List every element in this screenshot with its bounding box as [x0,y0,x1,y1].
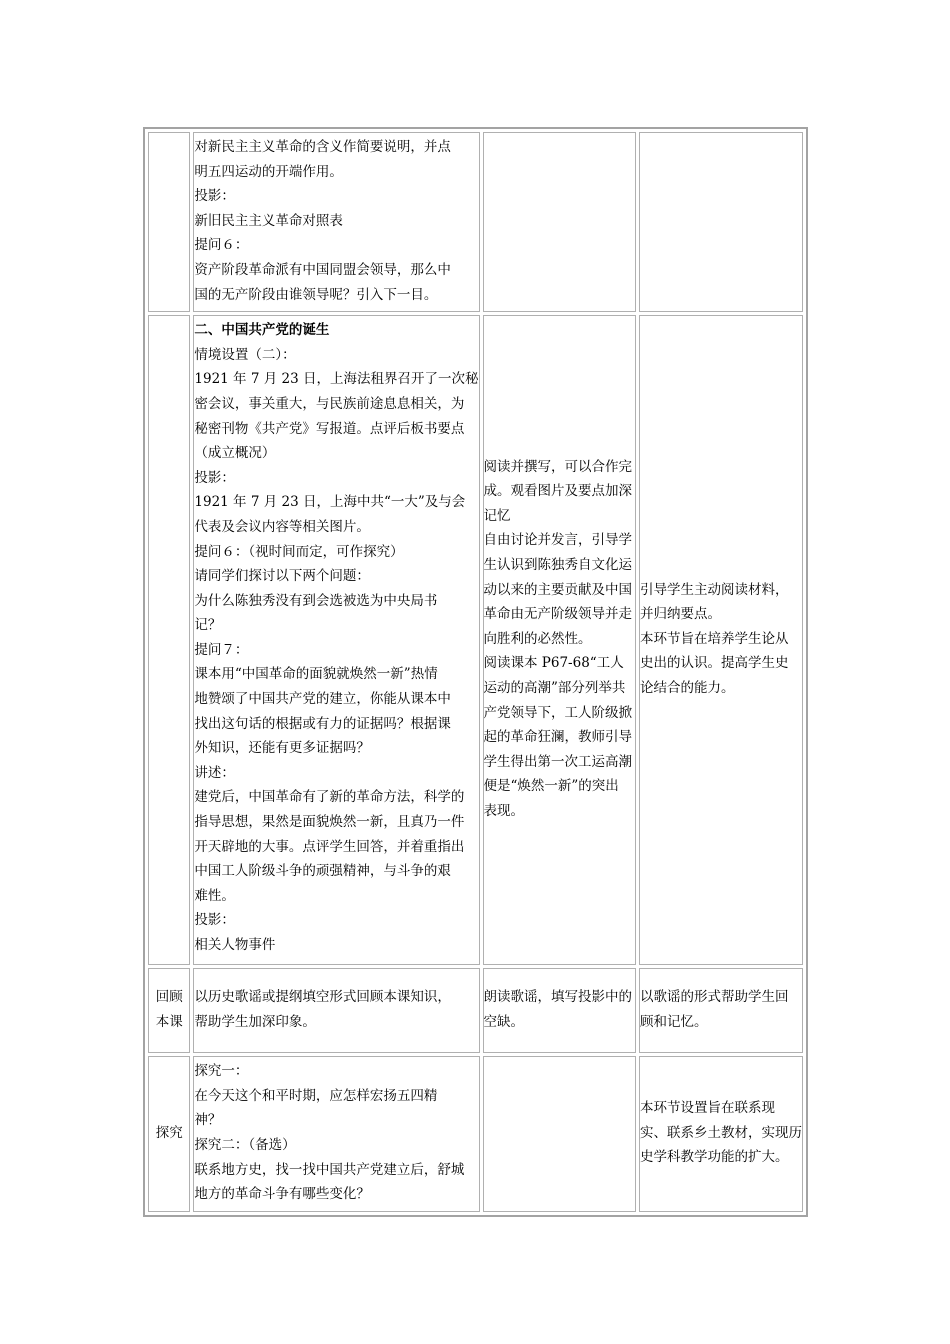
text-line: 记忆 [483,507,511,524]
text-line: 史学科教学功能的扩大。 [639,1149,789,1166]
text-line: 向胜利的必然性。 [483,630,592,647]
stage-cell [148,315,190,965]
text-line: 对新民主主义革命的含义作简要说明，并点 [194,139,451,155]
text-line: 神？ [194,1112,222,1129]
text-line: 投影： [194,469,235,486]
text-line: 表现。 [483,803,524,820]
text-line: 阅读课本 P67-68“工人 [483,655,624,672]
text-line: 指导思想，果然是面貌焕然一新，且真乃一件 [194,814,465,831]
text-line: 提问６：（视时间而定，可作探究） [194,543,404,560]
teacher-activity-cell [193,315,479,965]
text-line: （成立概况） [194,445,276,462]
text-line: 秘密刊物《共产党》写报道。点评后板书要点 [194,420,465,437]
text-line: 以歌谣的形式帮助学生回 [639,989,789,1006]
table-row [148,315,803,965]
text-line: 产党领导下，工人阶级掀 [483,704,632,721]
text-line: 朗读歌谣，填写投影中的 [483,989,632,1006]
teacher-activity-cell [193,968,479,1053]
text-line: 情境设置（二）： [194,346,296,363]
text-line: 密会议，事关重大，与民族前途息息相关，为 [194,395,465,412]
text-line: 讲述： [194,764,235,781]
text-line: 起的革命狂澜，教师引导 [483,729,632,746]
design-intent-cell [639,132,803,312]
teacher-activity-cell [193,1056,479,1212]
text-line: 论结合的能力。 [639,680,735,697]
text-line: 请同学们探讨以下两个问题： [194,568,370,585]
lesson-plan-table [143,127,808,1217]
text-line: 帮助学生加深印象。 [194,1013,316,1030]
text-line: 找出这句话的根据或有力的证据吗？根据课 [194,715,451,732]
text-line: 实、联系乡土教材，实现历 [639,1124,802,1141]
text-line: 运动的高潮”部分列举共 [483,680,626,697]
text-line: 1921 年 7 月 23 日，上海中共“一大”及与会 [194,494,466,511]
text-line: 课本用“中国革命的面貌就焕然一新”热情 [194,666,438,683]
text-line: 开天辟地的大事。点评学生回答，并着重指出 [194,838,465,855]
text-line: 空缺。 [483,1013,524,1030]
design-intent-cell [639,1056,803,1212]
text-line: 代表及会议内容等相关图片。 [194,518,370,535]
text-line: 本环节设置旨在联系现 [639,1100,775,1117]
text-line: 外知识，还能有更多证据吗？ [194,740,370,757]
text-line: 提问７： [194,641,249,658]
text-line: 1921 年 7 月 23 日，上海法租界召开了一次秘 [194,371,479,388]
text-line: 便是“焕然一新”的突出 [483,778,619,795]
text-line: 成。观看图片及要点加深 [483,483,632,500]
text-line: 国的无产阶段由谁领导呢？引入下一目。 [194,286,438,303]
section-heading: 二、中国共产党的诞生 [194,322,330,339]
text-line: 学生得出第一次工运高潮 [483,753,632,770]
text-line: 探究一： [194,1063,249,1080]
text-line: 引导学生主动阅读材料， [639,581,789,598]
text-line: 投影： [194,912,235,929]
stage-cell: 回顾本课 [148,968,190,1053]
text-line: 资产阶段革命派有中国同盟会领导，那么中 [194,261,451,278]
text-line: 为什么陈独秀没有到会选被选为中央局书 [194,592,438,609]
text-line: 革命由无产阶级领导并走 [483,606,632,623]
text-line: 生认识到陈独秀自文化运 [483,557,632,574]
text-line: 明五四运动的开端作用。 [194,163,343,180]
text-line: 史出的认识。提高学生史 [639,655,789,672]
text-line: 以历史歌谣或提纲填空形式回顾本课知识， [194,989,451,1006]
text-line: 本环节旨在培养学生论从 [639,630,789,647]
text-line: 顾和记忆。 [639,1013,708,1030]
text-line: 投影： [194,188,235,205]
text-line: 自由讨论并发言，引导学 [483,532,632,549]
student-activity-cell [483,132,636,312]
text-line: 记？ [194,617,222,634]
text-line: 建党后，中国革命有了新的革命方法，科学的 [194,789,465,806]
text-line: 难性。 [194,887,235,904]
teacher-activity-cell [193,132,479,312]
text-line: 动以来的主要贡献及中国 [483,581,632,598]
student-activity-cell [483,968,636,1053]
text-line: 相关人物事件 [194,937,276,953]
table-row [148,968,803,1053]
text-line: 并归纳要点。 [639,606,721,623]
text-line: 在今天这个和平时期，应怎样宏扬五四精 [194,1087,438,1104]
design-intent-cell [639,315,803,965]
text-line: 中国工人阶级斗争的顽强精神，与斗争的艰 [194,863,451,880]
stage-cell [148,132,190,312]
text-line: 新旧民主主义革命对照表 [194,212,343,229]
text-line: 地方的革命斗争有哪些变化？ [194,1186,370,1203]
text-line: 地赞颂了中国共产党的建立，你能从课本中 [194,691,451,708]
text-line: 联系地方史，找一找中国共产党建立后，舒城 [194,1161,465,1178]
design-intent-cell [639,968,803,1053]
table-row [148,1056,803,1212]
student-activity-cell [483,1056,636,1212]
student-activity-cell [483,315,636,965]
stage-cell: 探究 [148,1056,190,1212]
text-line: 提问６： [194,237,249,254]
table-row [148,132,803,312]
text-line: 探究二：（备选） [194,1136,296,1153]
text-line: 阅读并撰写，可以合作完 [483,458,632,475]
